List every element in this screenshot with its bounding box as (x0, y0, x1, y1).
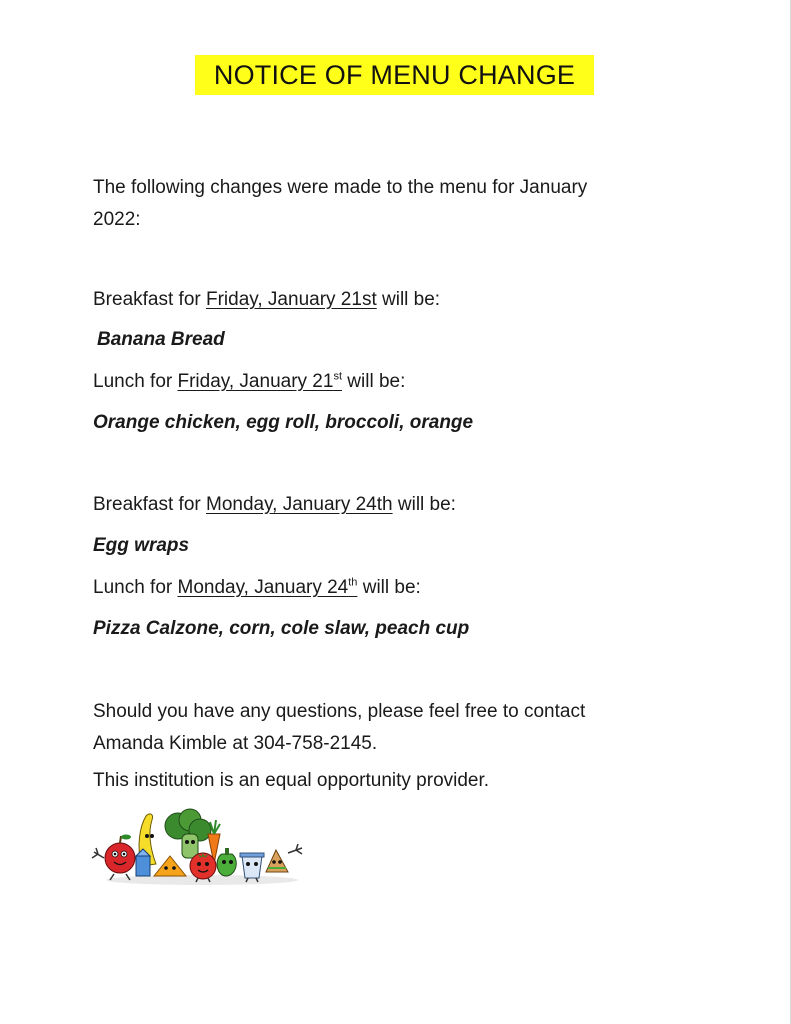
monday-lunch-item: Pizza Calzone, corn, cole slaw, peach cup (93, 618, 470, 639)
monday-lunch-prefix: Lunch for (93, 577, 178, 598)
friday-lunch-heading (93, 369, 405, 395)
friday-lunch-date (178, 371, 343, 392)
monday-breakfast-date: Monday, January 24th (206, 494, 393, 515)
intro-line-2: 2022: (93, 209, 141, 230)
friday-breakfast-item: Banana Bread (97, 329, 225, 350)
contact-line-1: Should you have any questions, please feel free to contact (93, 701, 586, 722)
friday-lunch-ordinal: st (333, 370, 343, 383)
intro-line-1: The following changes were made to the menu for January (93, 177, 588, 198)
monday-lunch-date (178, 577, 358, 598)
monday-breakfast-prefix: Breakfast for (93, 494, 206, 515)
monday-lunch-date-text: Monday, January 24 (177, 577, 349, 598)
friday-lunch-prefix: Lunch for (93, 371, 178, 392)
friday-lunch-item: Orange chicken, egg roll, broccoli, orange (93, 412, 474, 433)
contact-line-2: Amanda Kimble at 304-758-2145. (93, 733, 378, 754)
friday-breakfast-suffix: will be: (376, 289, 441, 310)
notice-title: NOTICE OF MENU CHANGE (195, 55, 594, 95)
monday-lunch-heading (93, 575, 421, 601)
monday-breakfast-item: Egg wraps (93, 535, 190, 556)
monday-breakfast-heading (93, 492, 456, 518)
food-mascots-illustration (90, 806, 312, 888)
monday-breakfast-suffix: will be: (392, 494, 456, 515)
friday-lunch-date-text: Friday, January 21 (177, 371, 334, 392)
friday-breakfast-prefix: Breakfast for (93, 289, 206, 310)
friday-lunch-suffix: will be: (342, 371, 406, 392)
equal-opportunity-statement: This institution is an equal opportunity provider. (93, 770, 490, 791)
friday-breakfast-date: Friday, January 21st (206, 289, 377, 310)
friday-breakfast-heading (93, 287, 440, 313)
monday-lunch-ordinal: th (348, 576, 358, 589)
monday-lunch-suffix: will be: (357, 577, 421, 598)
